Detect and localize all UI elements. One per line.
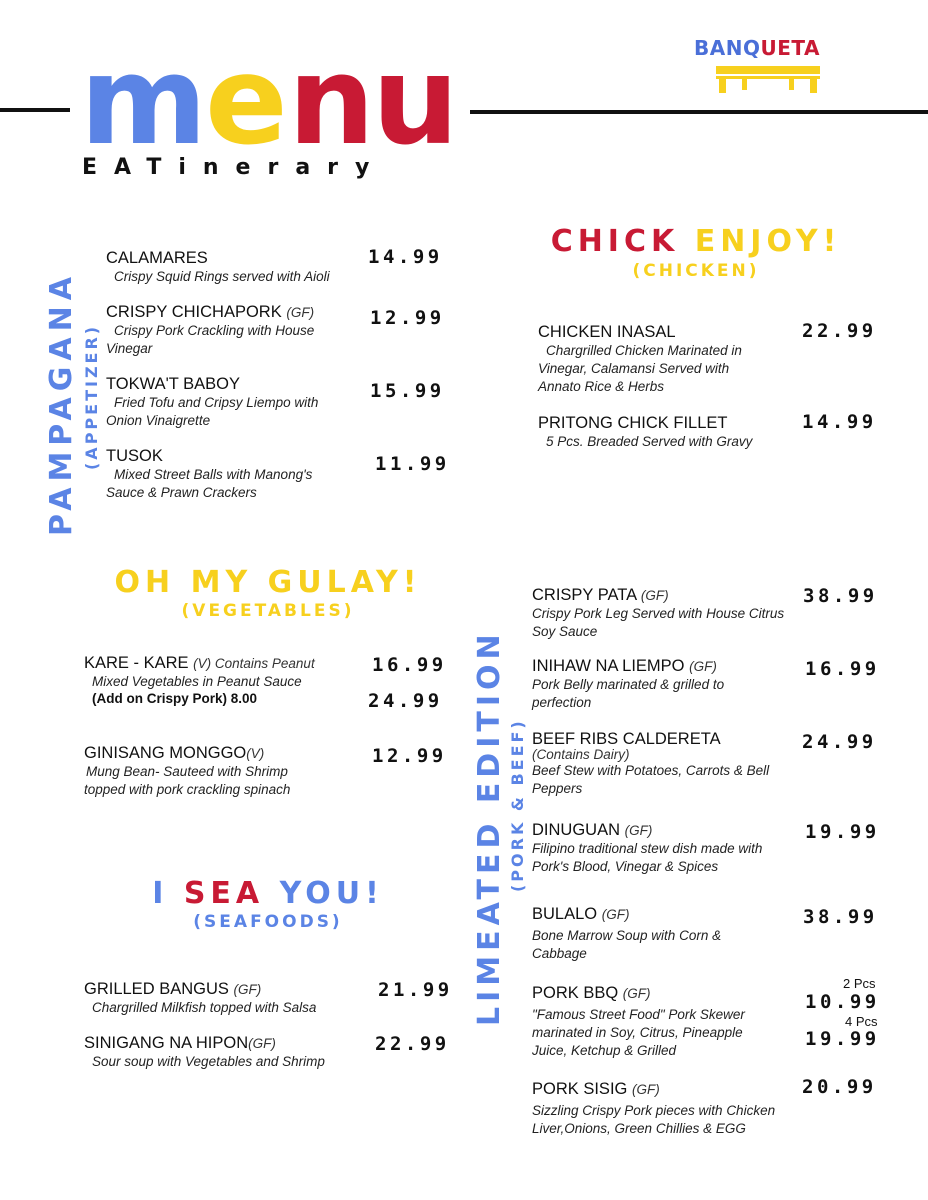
item-tag: (GF) [286, 305, 315, 320]
item-description-line2: marinated in Soy, Citrus, Pineapple [532, 1025, 743, 1040]
menu-item-pork-bbq [532, 984, 745, 1060]
item-description-line2: Pork's Blood, Vinegar & Spices [532, 859, 719, 874]
price-bulalo: 38.99 [803, 906, 878, 928]
menu-item-calamares [106, 249, 330, 286]
item-description: Beef Stew with Potatoes, Carrots & Bell [532, 763, 770, 778]
item-description: 5 Pcs. Breaded Served with Gravy [546, 434, 753, 449]
price-dinuguan: 19.99 [805, 821, 880, 843]
vegetables-title: OH MY GULAY! [114, 565, 422, 600]
price-pork-bbq-2pcs: 10.99 [805, 991, 880, 1013]
header-rule-left [0, 108, 70, 112]
seafood-subtitle: (SEAFOODS) [193, 912, 343, 932]
appetizer-title: PAMPAGANA [44, 271, 79, 536]
item-name: SINIGANG NA HIPON [84, 1034, 249, 1052]
item-tag: (V) Contains Peanut [193, 656, 315, 671]
logo-letter-m: m [80, 30, 202, 172]
item-description: Crispy Pork Leg Served with House Citrus [532, 606, 785, 621]
item-name: BULALO [532, 905, 598, 923]
price-kare-kare: 16.99 [372, 654, 447, 676]
item-name: CRISPY PATA [532, 586, 637, 604]
price-ginisang-monggo: 12.99 [372, 745, 447, 767]
menu-item-inihaw-na-liempo [532, 657, 724, 712]
item-description: Sour soup with Vegetables and Shrimp [92, 1054, 325, 1069]
seafood-title-part2: SEA [183, 876, 265, 911]
bench-icon [716, 66, 820, 94]
menu-item-sinigang-na-hipon [84, 1034, 325, 1071]
price-chicken-inasal: 22.99 [802, 320, 877, 342]
item-name: TOKWA'T BABOY [106, 375, 240, 393]
item-description: Filipino traditional stew dish made with [532, 841, 763, 856]
item-tag: (GF) [689, 659, 717, 674]
item-name: PRITONG CHICK FILLET [538, 414, 728, 432]
item-description-line2: Vinegar, Calamansi Served with [538, 361, 730, 376]
price-pork-bbq-4pcs: 19.99 [805, 1028, 880, 1050]
logo-letter-e: e [205, 30, 282, 172]
logo-letter-u: u [372, 30, 453, 172]
menu-item-tusok [106, 447, 312, 502]
item-tag: (GF) [622, 986, 651, 1001]
item-name: TUSOK [106, 447, 163, 465]
item-tag: (GF) [601, 907, 630, 922]
menu-item-tokwat-baboy [106, 375, 318, 430]
item-name: KARE - KARE [84, 654, 189, 672]
menu-item-ginisang-monggo [84, 744, 290, 799]
item-description-line2: Peppers [532, 781, 583, 796]
chicken-title-part2: ENJOY! [694, 224, 842, 259]
price-tusok: 11.99 [375, 453, 450, 475]
item-description: Mixed Street Balls with Manong's [114, 467, 313, 482]
brand-name-part1: BANQ [694, 36, 761, 60]
menu-item-crispy-chichapork [106, 303, 314, 358]
seafood-title [88, 876, 448, 911]
header-rule-right [470, 110, 928, 114]
vegetables-subtitle: (VEGETABLES) [181, 601, 355, 621]
item-tag: (V) [246, 746, 265, 761]
pork-bbq-qty-4pcs: 4 Pcs [845, 1014, 878, 1029]
item-addon: (Add on Crispy Pork) 8.00 [92, 691, 258, 706]
pork-beef-title: LIMEATED EDITION [472, 629, 507, 1026]
price-pritong-chick-fillet: 14.99 [802, 411, 877, 433]
price-crispy-chichapork: 12.99 [370, 307, 445, 329]
item-name: INIHAW NA LIEMPO [532, 657, 685, 675]
item-description-line2: Cabbage [532, 946, 587, 961]
item-name: PORK SISIG [532, 1080, 628, 1098]
logo-letter-n: n [288, 30, 369, 172]
item-description-line2: Vinegar [106, 341, 153, 356]
item-description: Fried Tofu and Cripsy Liempo with [114, 395, 319, 410]
price-beef-ribs-caldereta: 24.99 [802, 731, 877, 753]
item-description-line2: perfection [532, 695, 592, 710]
menu-item-pritong-chick-fillet [538, 414, 752, 451]
price-tokwat-baboy: 15.99 [370, 380, 445, 402]
item-tag: (Contains Dairy) [532, 747, 630, 762]
price-pork-sisig: 20.99 [802, 1076, 877, 1098]
item-name: PORK BBQ [532, 984, 619, 1002]
item-description-line3: Juice, Ketchup & Grilled [532, 1043, 677, 1058]
chicken-title [528, 224, 864, 259]
item-description-line2: Soy Sauce [532, 624, 598, 639]
item-name: BEEF RIBS CALDERETA [532, 730, 721, 748]
item-description: Chargrilled Milkfish topped with Salsa [92, 1000, 317, 1015]
item-tag: (GF) [248, 1036, 276, 1051]
item-description: "Famous Street Food" Pork Skewer [532, 1007, 745, 1022]
item-description: Chargrilled Chicken Marinated in [546, 343, 742, 358]
item-description: Crispy Squid Rings served with Aioli [114, 269, 330, 284]
chicken-title-part1: CHICK [550, 224, 680, 259]
item-name: GRILLED BANGUS [84, 980, 229, 998]
item-description: Bone Marrow Soup with Corn & [532, 928, 722, 943]
item-description-line3: Annato Rice & Herbs [538, 379, 665, 394]
menu-item-grilled-bangus [84, 980, 316, 1017]
item-name: GINISANG MONGGO [84, 744, 247, 762]
price-crispy-pata: 38.99 [803, 585, 878, 607]
item-name: CHICKEN INASAL [538, 323, 676, 341]
price-sinigang-na-hipon: 22.99 [375, 1033, 450, 1055]
item-name: CALAMARES [106, 249, 208, 267]
item-name: DINUGUAN [532, 821, 621, 839]
item-tag: (GF) [631, 1082, 660, 1097]
item-description: Pork Belly marinated & grilled to [532, 677, 725, 692]
menu-item-chicken-inasal [538, 323, 742, 396]
appetizer-subtitle: (APPETIZER) [82, 323, 101, 470]
menu-item-beef-ribs-caldereta [532, 730, 769, 798]
item-name: CRISPY CHICHAPORK [106, 303, 282, 321]
item-tag: (GF) [624, 823, 653, 838]
item-description-line2: Sauce & Prawn Crackers [106, 485, 257, 500]
chicken-subtitle: (CHICKEN) [632, 261, 760, 281]
pork-bbq-qty-2pcs: 2 Pcs [843, 976, 876, 991]
menu-item-crispy-pata [532, 586, 784, 641]
menu-item-pork-sisig [532, 1080, 775, 1138]
item-description: Crispy Pork Crackling with House [114, 323, 315, 338]
price-calamares: 14.99 [368, 246, 443, 268]
brand-name-part2: UETA [760, 36, 820, 60]
price-inihaw-na-liempo: 16.99 [805, 658, 880, 680]
pork-beef-subtitle: (PORK & BEEF) [508, 718, 527, 892]
price-kare-kare-with-addon: 24.99 [368, 690, 443, 712]
item-tag: (GF) [640, 588, 669, 603]
menu-item-dinuguan [532, 821, 762, 876]
price-grilled-bangus: 21.99 [378, 979, 453, 1001]
item-description-line2: Onion Vinaigrette [106, 413, 211, 428]
menu-item-kare-kare [84, 654, 315, 706]
menu-item-bulalo [532, 905, 721, 963]
logo-tagline: EATinerary [82, 155, 387, 180]
seafood-title-part3: YOU! [279, 876, 384, 911]
item-description-line2: Liver,Onions, Green Chillies & EGG [532, 1121, 746, 1136]
item-description: Mixed Vegetables in Peanut Sauce [92, 674, 302, 689]
item-description: Sizzling Crispy Pork pieces with Chicken [532, 1103, 776, 1118]
item-tag: (GF) [233, 982, 262, 997]
item-description-line2: topped with pork crackling spinach [84, 782, 291, 797]
seafood-title-part1: I [152, 876, 169, 911]
item-description: Mung Bean- Sauteed with Shrimp [86, 764, 288, 779]
